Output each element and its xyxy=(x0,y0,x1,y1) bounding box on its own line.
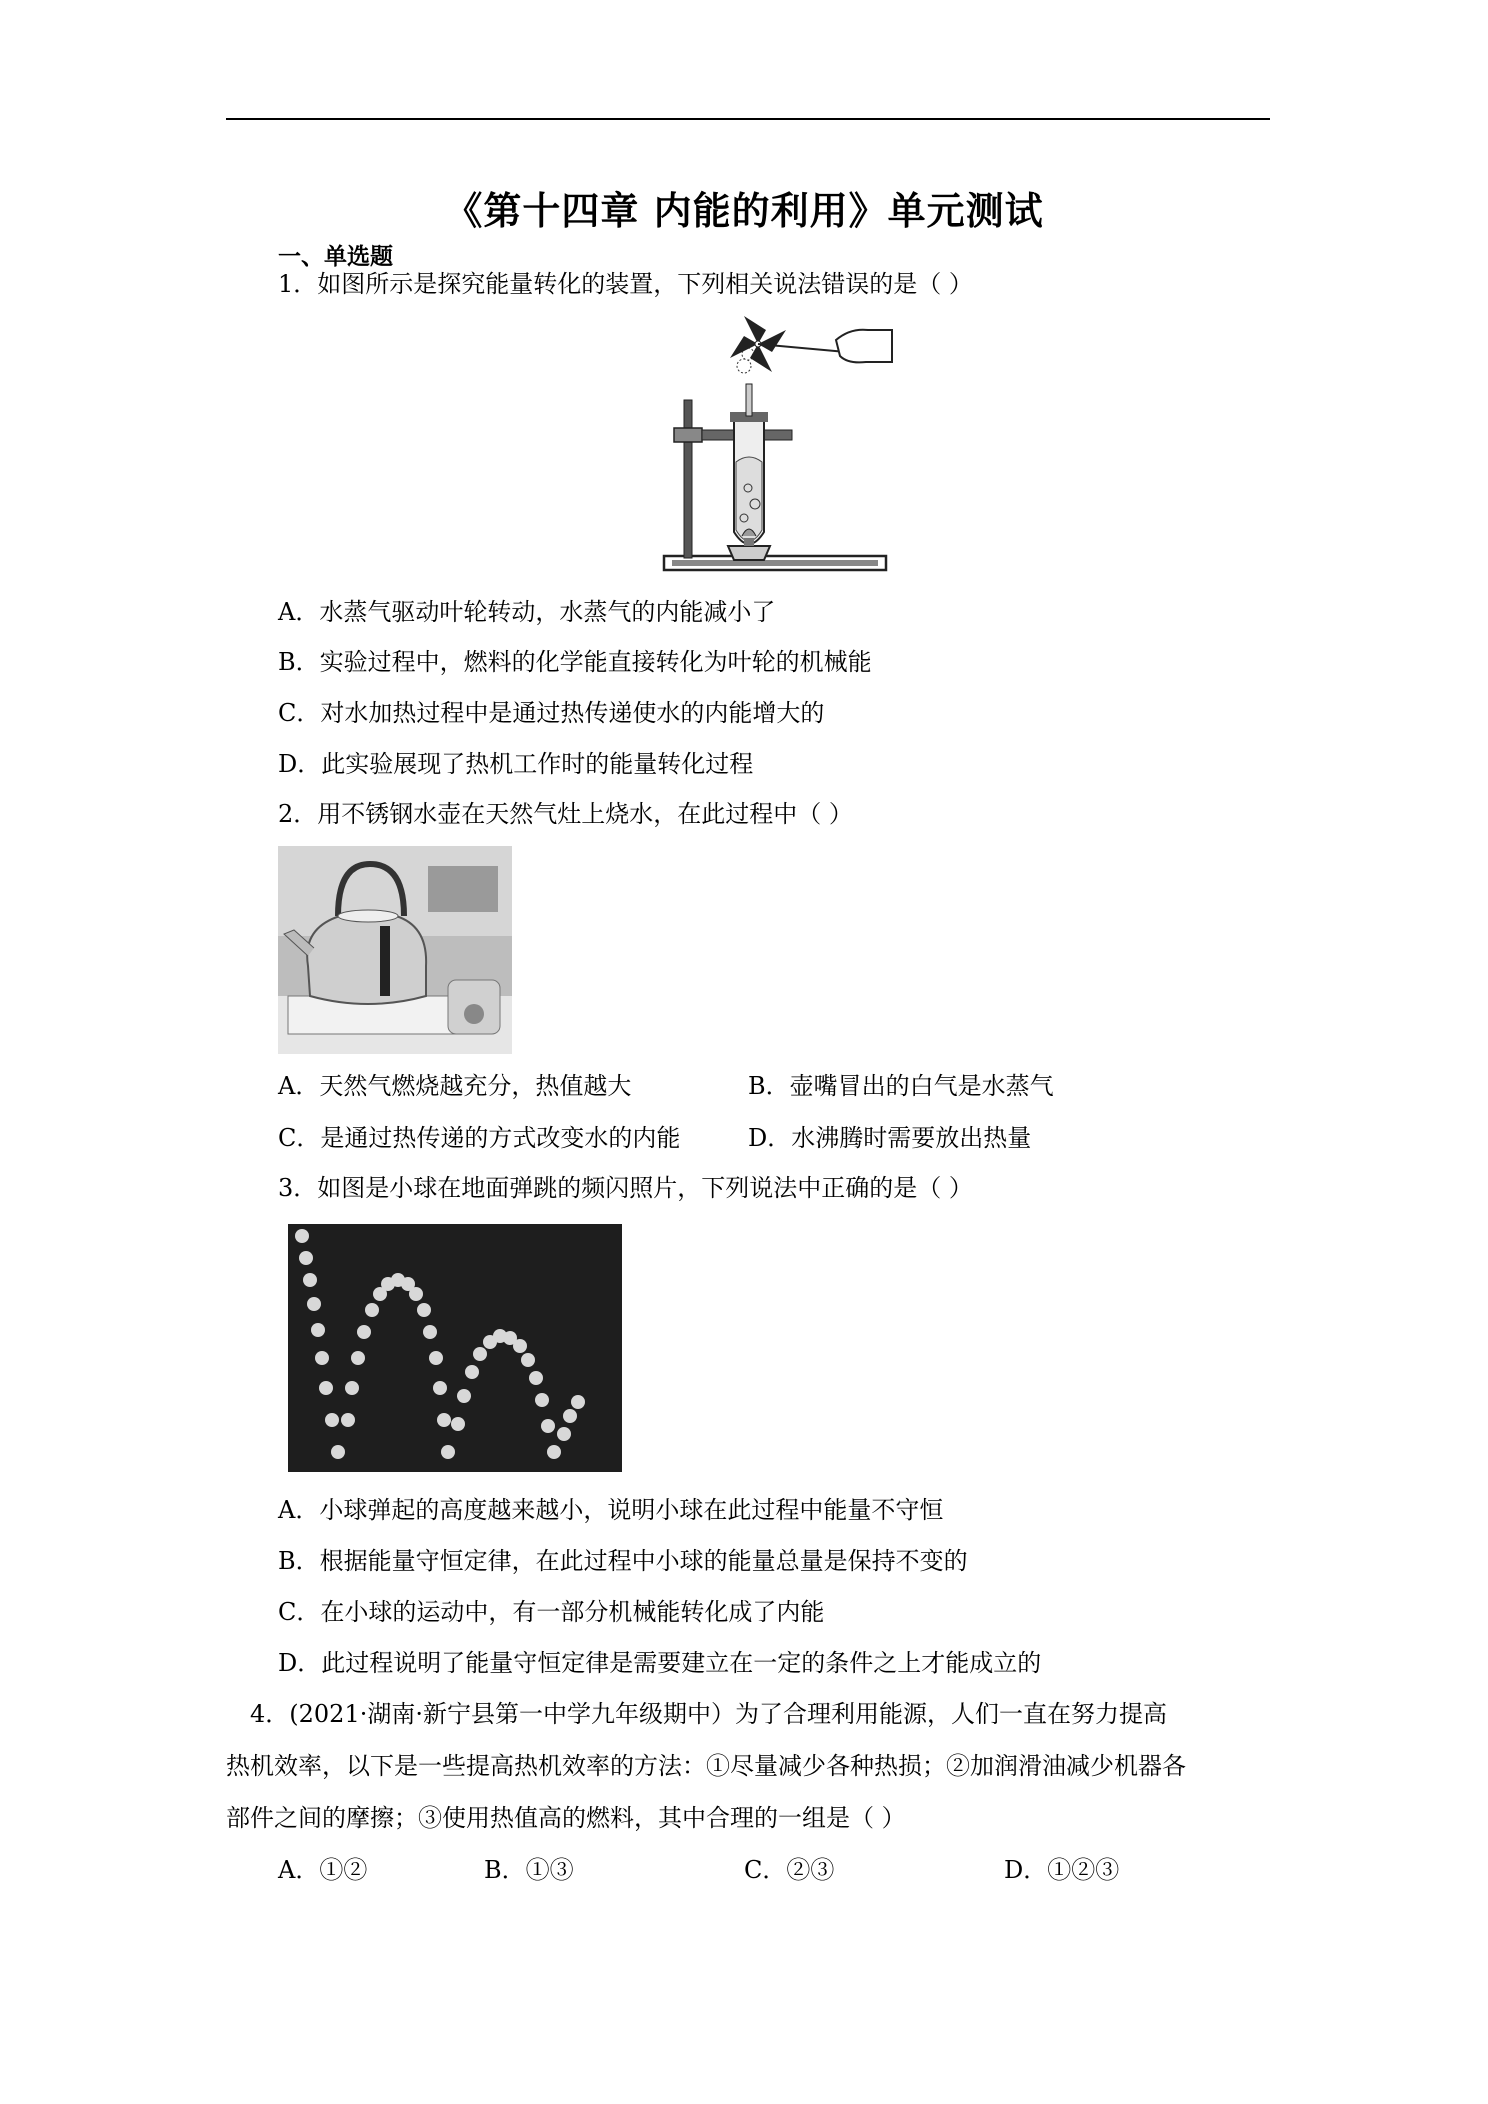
page-title: 《第十四章 内能的利用》单元测试 xyxy=(444,189,1044,233)
steam-turbine-apparatus-figure xyxy=(660,312,896,576)
question-1-option-b: B．实验过程中，燃料的化学能直接转化为叶轮的机械能 xyxy=(278,648,872,676)
header-rule xyxy=(226,118,1270,120)
question-1-stem: 1．如图所示是探究能量转化的装置，下列相关说法错误的是（ ） xyxy=(278,270,973,298)
question-3-option-d: D．此过程说明了能量守恒定律是需要建立在一定的条件之上才能成立的 xyxy=(278,1649,1042,1677)
question-4-option-b: B．①③ xyxy=(484,1856,574,1884)
question-3-option-a: A．小球弹起的高度越来越小，说明小球在此过程中能量不守恒 xyxy=(278,1496,944,1524)
section-heading: 一、单选题 xyxy=(278,244,393,270)
question-4-option-d: D．①②③ xyxy=(1004,1856,1120,1884)
question-2-option-a: A．天然气燃烧越充分，热值越大 xyxy=(278,1072,632,1100)
question-2-option-d: D．水沸腾时需要放出热量 xyxy=(748,1124,1032,1152)
question-2-option-c: C．是通过热传递的方式改变水的内能 xyxy=(278,1124,681,1152)
question-3-stem: 3．如图是小球在地面弹跳的频闪照片，下列说法中正确的是（ ） xyxy=(278,1174,973,1202)
question-3-option-c: C．在小球的运动中，有一部分机械能转化成了内能 xyxy=(278,1598,825,1626)
question-1-option-c: C．对水加热过程中是通过热传递使水的内能增大的 xyxy=(278,699,825,727)
question-1-option-d: D．此实验展现了热机工作时的能量转化过程 xyxy=(278,750,754,778)
question-2-stem: 2．用不锈钢水壶在天然气灶上烧水，在此过程中（ ） xyxy=(278,800,853,828)
question-1-option-a: A．水蒸气驱动叶轮转动，水蒸气的内能减小了 xyxy=(278,598,776,626)
question-3-option-b: B．根据能量守恒定律，在此过程中小球的能量总量是保持不变的 xyxy=(278,1547,968,1575)
question-4-option-c: C．②③ xyxy=(744,1856,835,1884)
bouncing-ball-strobe-photo xyxy=(288,1224,622,1472)
question-4-stem-line-3: 部件之间的摩擦；③使用热值高的燃料，其中合理的一组是（ ） xyxy=(226,1804,906,1832)
kettle-on-stove-photo xyxy=(278,846,512,1054)
question-4-option-a: A．①② xyxy=(278,1856,368,1884)
question-4-stem-line-2: 热机效率，以下是一些提高热机效率的方法：①尽量减少各种热损；②加润滑油减少机器各 xyxy=(226,1752,1186,1780)
question-2-option-b: B．壶嘴冒出的白气是水蒸气 xyxy=(748,1072,1054,1100)
question-4-stem-line-1: 4．(2021·湖南·新宁县第一中学九年级期中）为了合理利用能源，人们一直在努力提高 xyxy=(250,1700,1167,1728)
